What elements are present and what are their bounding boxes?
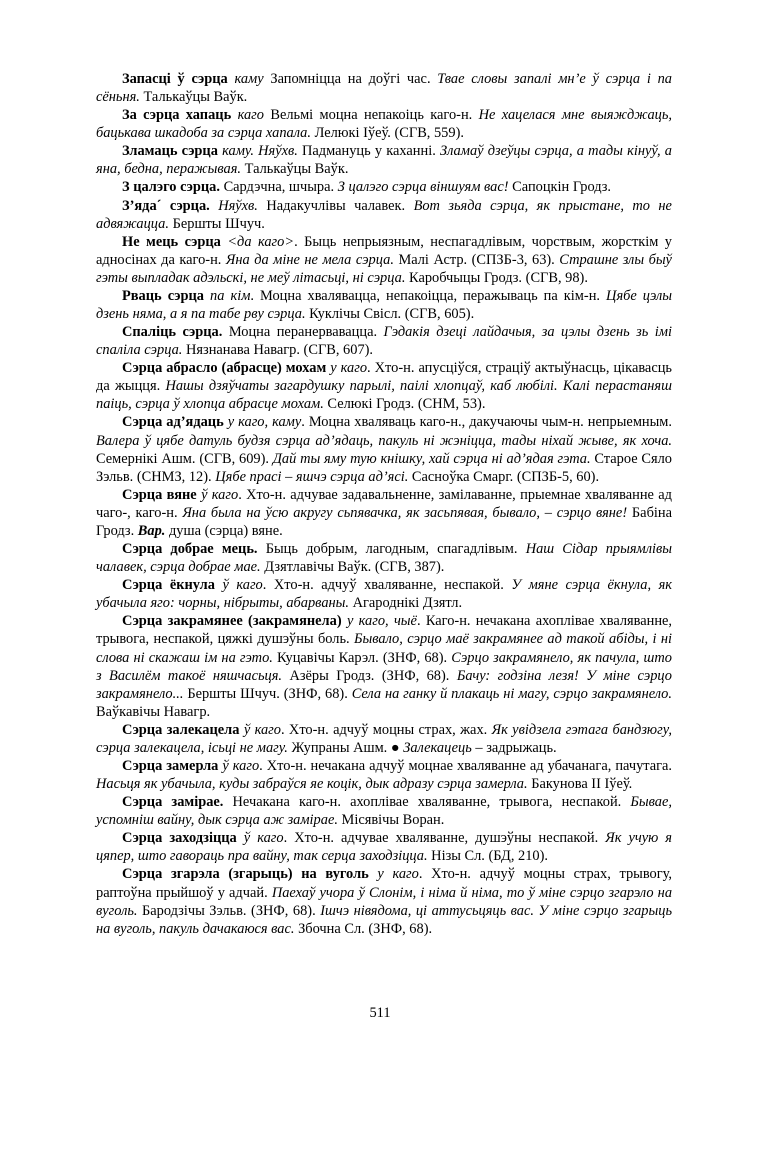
entry-headword: Сэрца замірае. xyxy=(122,794,224,811)
entry-grammar: <да каго> xyxy=(227,233,295,250)
entry-example-2: Ішчэ нівядома, ці аттусьцяць вас. У міне сэрцо згарыць на вуголь, пакуль дачакаюся вас. xyxy=(96,902,672,937)
entry-source: Бабіна Гродз. xyxy=(96,504,672,539)
entry-source: Куклічы Свісл. xyxy=(309,306,402,323)
entry-source-3: Сасноўка Смарг. xyxy=(411,468,514,485)
entry-reference: (СГВ, 607). xyxy=(303,342,374,359)
dictionary-entry xyxy=(96,142,672,178)
entry-example-2: Дай ты яму тую кнішку, хай сэрца ні ад’ядая гэта. xyxy=(272,450,591,467)
page-number: 511 xyxy=(369,1005,391,1021)
entry-source-4: Ваўкавічы Навагр. xyxy=(96,703,211,720)
dictionary-entry xyxy=(96,178,672,196)
entry-example: Яна была на ўсю акругу сьпявачка, як засьпявая, бывало, – сэрцо вяне! xyxy=(182,504,628,521)
entry-headword: Зламаць сэрца xyxy=(122,143,218,160)
entry-reference: (ЗНФ, 68). xyxy=(382,649,448,666)
entry-headword: Сэрца вяне xyxy=(122,486,197,503)
entry-reference: (СПЗБ-3, 63). xyxy=(471,251,555,268)
entry-source: Талькаўцы Ваўк. xyxy=(143,89,248,106)
entry-example: Твае словы запалі мн’е ў сэрца і па сёньня. xyxy=(96,71,672,106)
entry-grammar: ў каго xyxy=(222,577,263,594)
entry-grammar: ў каго xyxy=(243,721,281,738)
entry-example: Нашы дзяўчаты загардушку парылі, паілі хлопцаў, каб любілі. Калі перастаняш паіць, сэрца ў хлопца абрасце мохам. xyxy=(96,378,672,413)
entry-source: Сапоцкін Гродз. xyxy=(512,179,612,196)
entry-definition: Моцна перанервавацца. xyxy=(228,324,378,341)
entry-example: Як увідзела гэтага бандзюгу, сэрца залекацела, ісьці не магу. xyxy=(96,721,672,756)
entry-example: Бывало, сэрцо маё закрамянее ад такой абіды, і ні слова ні скажаш ім на гэто. xyxy=(96,631,672,666)
entry-reference-3: (ЗНФ, 68). xyxy=(283,685,348,702)
entry-example: Не хацелася мне выяжджаць, бацькава шкадоба за сэрца хапала. xyxy=(96,107,672,142)
entry-source: Бакунова ІІ Іўеў. xyxy=(531,776,633,793)
entry-example: З цалэго сэрца віншуям вас! xyxy=(337,179,509,196)
dictionary-entry xyxy=(96,793,672,829)
entry-definition: . Моцна хваляваць каго-н., дакучаючы чым-н. непрыемным. xyxy=(301,414,672,431)
entry-reference: (СГВ, 605). xyxy=(404,306,475,323)
entry-grammar: ў каго xyxy=(222,757,260,774)
entry-source: Жупраны Ашм. xyxy=(291,739,388,756)
entry-source: Семернікі Ашм. xyxy=(96,450,196,467)
entry-reference-2: (ЗНФ, 68). xyxy=(368,920,433,937)
dictionary-entry xyxy=(96,106,672,142)
entry-list xyxy=(96,70,672,938)
entry-source: Агароднікі Дзятл. xyxy=(352,595,463,612)
entry-definition: . Хто-н. адчуў хваляванне, неспакой. xyxy=(262,577,504,594)
entry-headword: Спаліць сэрца. xyxy=(122,324,223,341)
entry-source: Бародзічы Зэльв. xyxy=(142,902,247,919)
dictionary-entry xyxy=(96,486,672,540)
entry-reference: (СГВ, 559). xyxy=(394,125,464,142)
entry-example: Валера ў цябе датуль будзя сэрца ад’ядаць, пакуль ні жэніцца, тады ніхай жыве, як хоча. xyxy=(96,432,672,449)
entry-definition: Падмануць у каханні. xyxy=(302,143,436,160)
dictionary-entry xyxy=(96,287,672,323)
dictionary-entry xyxy=(96,576,672,612)
entry-definition: . Хто-н. адчувае задавальненне, замілаванне, прыемнае хваляванне ад чаго-, каго-н. xyxy=(96,486,673,521)
entry-example: Гэдакія дзеці лайдачыя, за цэлы дзень зь імі спаліла сэрца. xyxy=(96,324,672,359)
entry-grammar: каму xyxy=(234,71,264,87)
entry-grammar: ў каго xyxy=(243,830,284,847)
entry-definition: Запомніцца на доўгі час. xyxy=(270,71,431,87)
entry-definition: Сардэчна, шчыра. xyxy=(223,179,335,196)
entry-source-2: Азёры Гродз. xyxy=(289,667,375,684)
entry-definition: . Хто-н. нечакана адчуў моцнае хваляванне ад убачанага, пачутага. xyxy=(259,757,673,774)
dictionary-entry xyxy=(96,540,672,576)
entry-source: Нізы Сл. xyxy=(431,848,485,865)
bullet-separator-icon: ● xyxy=(390,739,400,756)
dictionary-entry xyxy=(96,233,672,287)
entry-example: Яна да міне не мела сэрца. xyxy=(225,251,394,268)
entry-example: Бывае, успомніш вайну, дык сэрца аж замірае. xyxy=(96,794,672,829)
entry-headword: Запасці ў сэрца xyxy=(122,71,228,87)
entry-source: Дзятлавічы Ваўк. xyxy=(264,559,372,576)
entry-grammar: у каго, каму xyxy=(227,414,302,431)
entry-source-2: Каробчыцы Гродз. xyxy=(409,269,523,286)
dictionary-entry xyxy=(96,757,672,793)
entry-reference: (ЗНФ, 68). xyxy=(251,902,316,919)
entry-headword: Сэрца ёкнула xyxy=(122,577,215,594)
entry-headword: Сэрца згарэла (згарыць) на вуголь xyxy=(122,866,369,883)
entry-reference: (СНМ, 53). xyxy=(417,396,486,413)
entry-example-4: Села на ганку й плакаць ні магу, сэрцо закрамянело. xyxy=(351,685,672,702)
entry-grammar: Няўхв. xyxy=(218,197,258,214)
entry-note-gloss: – задрыжаць. xyxy=(471,739,557,756)
dictionary-entry xyxy=(96,413,672,485)
entry-source: Лелюкі Іўеў. xyxy=(314,125,391,142)
entry-example: Вот зьяда сэрца, як прыстане, то не адвяжацца. xyxy=(96,197,672,232)
entry-reference-2: (СГВ, 98). xyxy=(525,269,588,286)
entry-reference-3: (СПЗБ-5, 60). xyxy=(516,468,600,485)
entry-source: Куцавічы Карэл. xyxy=(277,649,379,666)
entry-grammar: у каго xyxy=(330,360,368,377)
entry-example: Насьця як убачыла, куды забраўся яе коцік, дык адразу сэрца замерла. xyxy=(96,776,528,793)
entry-headword: Рваць сэрца xyxy=(122,287,204,304)
entry-definition: . Быць непрыязным, неспагадлівым, чорствым, жорсткім у адносінах да каго-н. xyxy=(96,233,672,268)
entry-grammar: па кім xyxy=(210,287,251,304)
entry-example-2: Страшне злы быў гэты выпладак адэльскі, не меў літасьці, ні сэрца. xyxy=(96,251,672,286)
entry-headword: З цалэго сэрца. xyxy=(122,179,220,196)
entry-definition: Быць добрым, лагодным, спагадлівым. xyxy=(265,541,518,558)
entry-reference: (СГВ, 387). xyxy=(374,559,445,576)
dictionary-entry xyxy=(96,721,672,757)
entry-reference: (СГВ, 609). xyxy=(199,450,269,467)
entry-source-3: Бершты Шчуч. xyxy=(187,685,280,702)
entry-grammar: каго xyxy=(237,107,264,124)
entry-headword: З’яда´ сэрца. xyxy=(122,197,210,214)
entry-definition: . Каго-н. нечакана ахоплівае хваляванне, трывога, неспакой, цяжкі душэўны боль. xyxy=(96,613,673,648)
entry-grammar: у каго xyxy=(377,866,419,883)
entry-headword: Сэрца закрамянее (закрамянела) xyxy=(122,613,342,630)
entry-headword: Сэрца замерла xyxy=(122,757,219,774)
entry-headword: Сэрца заходзіцца xyxy=(122,830,237,847)
entry-source-2: Старое Сяло Зэльв. xyxy=(96,450,672,485)
dictionary-entry xyxy=(96,829,672,865)
entry-headword: Сэрца залекацела xyxy=(122,721,240,738)
entry-definition: Вельмі моцна непакоіць каго-н. xyxy=(270,107,473,124)
entry-source: Нязнанава Навагр. xyxy=(186,342,300,359)
entry-grammar: ў каго xyxy=(201,486,239,503)
dictionary-entry xyxy=(96,323,672,359)
entry-definition: . Хто-н. апусціўся, страціў актыўнасць, цікавасць да жыцця. xyxy=(96,360,672,395)
entry-definition: . Хто-н. адчувае хваляванне, душэўны неспакой. xyxy=(283,830,599,847)
entry-variant: душа (сэрца) вяне. xyxy=(168,522,283,539)
entry-variant-label: Вар. xyxy=(137,522,166,539)
entry-headword: За сэрца хапаць xyxy=(122,107,232,124)
entry-definition: . Моцна хвалявацца, непакоіцца, перажываць па кім-н. xyxy=(250,287,600,304)
entry-source: Талькаўцы Ваўк. xyxy=(244,161,349,178)
entry-note-term: Залекацець xyxy=(403,739,472,756)
entry-headword: Сэрца абрасло (абрасце) мохам xyxy=(122,360,327,377)
entry-headword: Сэрца ад’ядаць xyxy=(122,414,224,431)
entry-reference: (БД, 210). xyxy=(488,848,549,865)
entry-grammar: каму. Няўхв. xyxy=(222,143,298,160)
entry-definition: Нечакана каго-н. ахоплівае хваляванне, трывога, неспакой. xyxy=(232,794,622,811)
entry-source: Місявічы Воран. xyxy=(341,812,445,829)
entry-definition: . Хто-н. адчуў моцны страх, трывогу, раптоўна прыйшоў у адчай. xyxy=(96,866,672,901)
dictionary-entry xyxy=(96,612,672,720)
dictionary-entry xyxy=(96,197,672,233)
entry-example: Зламаў дзеўцы сэрца, а тады кінуў, а яна, бедна, перажывая. xyxy=(96,143,672,178)
entry-source: Бершты Шчуч. xyxy=(172,215,265,232)
entry-headword: Не мець сэрца xyxy=(122,233,221,250)
entry-example-3: Цябе прасі – яшчэ сэрца ад’ясі. xyxy=(215,468,409,485)
dictionary-entry xyxy=(96,359,672,413)
entry-example: У мяне сэрца ёкнула, як убачыла яго: чорны, нібрыты, абарваны. xyxy=(96,577,673,612)
entry-reference-2: (ЗНФ, 68). xyxy=(381,667,450,684)
dictionary-entry xyxy=(96,70,672,106)
entry-example-2: Сэрцо закрамянело, як пачула, што з Василём такоё няшчасьця. xyxy=(96,649,672,684)
entry-source-2: Збочна Сл. xyxy=(298,920,365,937)
entry-grammar: у каго, чыё xyxy=(346,613,417,630)
entry-example: Цябе цэлы дзень няма, а я па табе рву сэрца. xyxy=(96,287,672,323)
entry-example: Як учую я цяпер, што гавораць пра вайну, так серца заходзіцца. xyxy=(96,830,672,865)
entry-source: Селюкі Гродз. xyxy=(327,396,415,413)
entry-reference-2: (СНМЗ, 12). xyxy=(136,468,212,485)
entry-example: Наш Сідар прыямлівы чалавек, сэрца добрае мае. xyxy=(96,541,672,576)
entry-example-3: Бачу: годзіна лезя! У міне сэрцо закрамянело... xyxy=(96,667,672,702)
entry-source: Малі Астр. xyxy=(398,251,468,268)
entry-definition: Надакучлівы чалавек. xyxy=(266,197,406,214)
entry-example: Паехаў учора ў Слонім, і німа й німа, то ў міне сэрцо згарэло на вуголь. xyxy=(96,884,673,919)
entry-definition: . Хто-н. адчуў моцны страх, жах. xyxy=(280,721,488,738)
dictionary-entry xyxy=(96,865,672,937)
entry-headword: Сэрца добрае мець. xyxy=(122,541,258,558)
